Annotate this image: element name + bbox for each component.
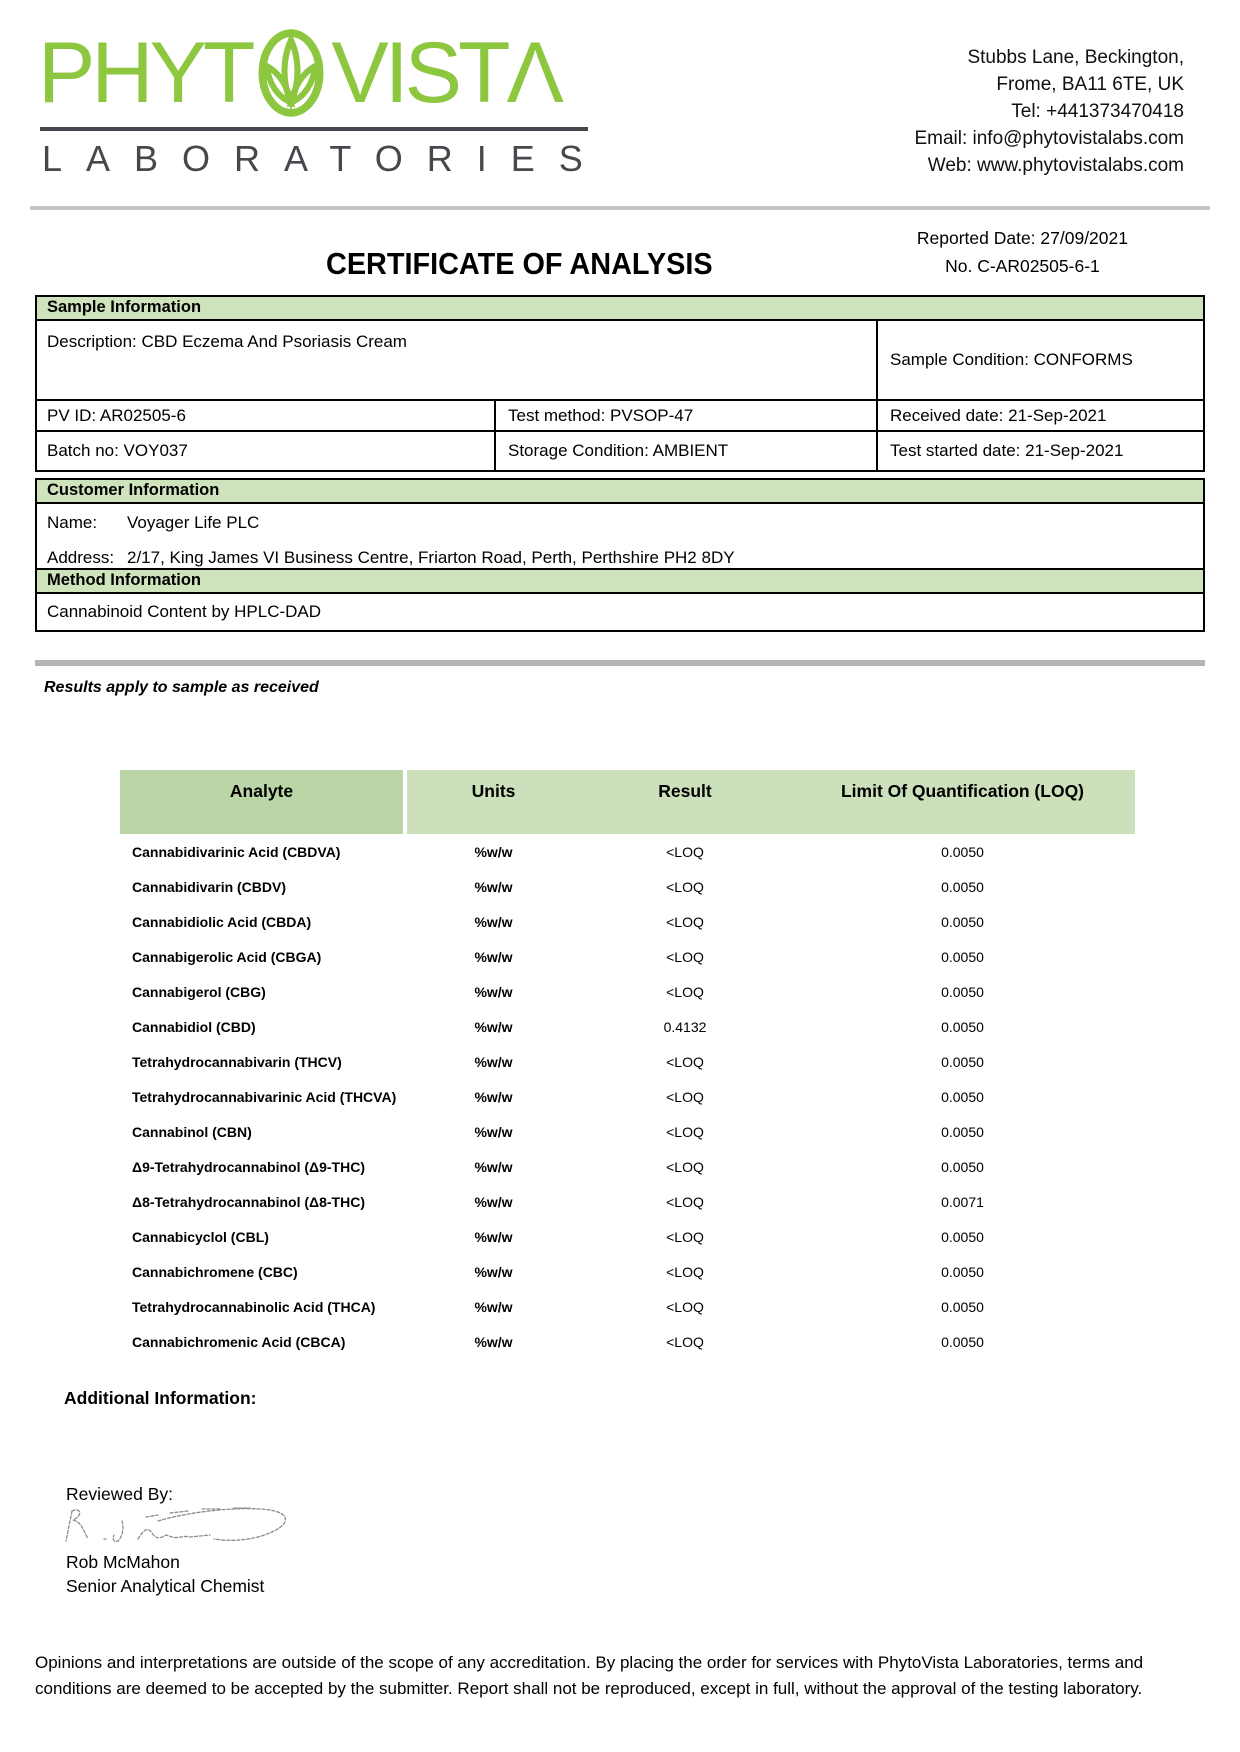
reviewed-by-label: Reviewed By:: [66, 1484, 173, 1504]
cell-result: <LOQ: [666, 1228, 704, 1245]
sample-information-box: [35, 295, 1205, 472]
cell-result: <LOQ: [666, 1298, 704, 1315]
table-row: [120, 1324, 1135, 1359]
results-table-header: [120, 770, 1135, 834]
cell-result: <LOQ: [666, 1193, 704, 1210]
cell-loq: 0.0050: [941, 843, 984, 860]
cell-result: <LOQ: [666, 1123, 704, 1140]
cell-analyte: Tetrahydrocannabivarinic Acid (THCVA): [132, 1088, 397, 1105]
cell-analyte: Cannabigerol (CBG): [132, 983, 266, 1000]
cell-loq: 0.0050: [941, 913, 984, 930]
table-row: [120, 1079, 1135, 1114]
cell-units: %w/w: [474, 1088, 513, 1105]
storage-condition: Storage Condition: AMBIENT: [496, 432, 878, 470]
table-row: [120, 939, 1135, 974]
cell-result: 0.4132: [663, 1018, 707, 1035]
col-header-loq: Limit Of Quantification (LOQ): [790, 770, 1135, 834]
method-information-box: [35, 568, 1205, 632]
cell-loq: 0.0050: [941, 1123, 984, 1140]
cell-analyte: Δ9-Tetrahydrocannabinol (Δ9-THC): [132, 1158, 365, 1175]
customer-information-box: [35, 478, 1205, 578]
cell-analyte: Cannabinol (CBN): [132, 1123, 252, 1140]
cell-loq: 0.0050: [941, 948, 984, 965]
cell-result: <LOQ: [666, 1333, 704, 1350]
table-row: [120, 1114, 1135, 1149]
cell-units: %w/w: [474, 1333, 513, 1350]
col-header-analyte: Analyte: [120, 770, 407, 834]
sample-condition: Sample Condition: CONFORMS: [890, 350, 1133, 369]
logo-text-prefix: PHYT: [38, 25, 252, 121]
cell-loq: 0.0050: [941, 1088, 984, 1105]
report-meta: [917, 224, 1128, 280]
batch-no: Batch no: VOY037: [37, 432, 496, 470]
contact-address-line1: Stubbs Lane, Beckington,: [967, 47, 1184, 68]
header-divider-rule: [30, 206, 1210, 210]
report-number: No. C-AR02505-6-1: [945, 256, 1100, 276]
method-information-header: Method Information: [37, 570, 1203, 594]
method-name: Cannabinoid Content by HPLC-DAD: [47, 602, 322, 621]
results-table: [120, 770, 1135, 1359]
cell-analyte: Cannabidiol (CBD): [132, 1018, 256, 1035]
customer-name: Voyager Life PLC: [127, 513, 260, 532]
cell-units: %w/w: [474, 983, 513, 1000]
cell-loq: 0.0050: [941, 1263, 984, 1280]
additional-information-label: Additional Information:: [64, 1388, 257, 1408]
lab-contact-block: [914, 44, 1184, 179]
cell-analyte: Cannabigerolic Acid (CBGA): [132, 948, 322, 965]
cell-analyte: Cannabichromenic Acid (CBCA): [132, 1333, 346, 1350]
customer-address-row: [47, 548, 1203, 568]
logo-wordmark: [38, 25, 607, 121]
cell-loq: 0.0071: [941, 1193, 984, 1210]
cell-analyte: Tetrahydrocannabivarin (THCV): [132, 1053, 342, 1070]
cell-units: %w/w: [474, 1053, 513, 1070]
pv-id: PV ID: AR02505-6: [37, 401, 496, 430]
table-row: [120, 1149, 1135, 1184]
sample-batch-row: [37, 432, 1203, 470]
cell-result: <LOQ: [666, 843, 704, 860]
table-row: [120, 1184, 1135, 1219]
cell-units: %w/w: [474, 1263, 513, 1280]
table-row: [120, 834, 1135, 869]
contact-web: Web: www.phytovistalabs.com: [927, 155, 1184, 176]
cell-analyte: Cannabicyclol (CBL): [132, 1228, 269, 1245]
cell-result: <LOQ: [666, 1158, 704, 1175]
sample-description-row: [37, 321, 1203, 401]
leaf-icon: [256, 28, 326, 118]
contact-address-line2: Frome, BA11 6TE, UK: [996, 74, 1184, 95]
cell-result: <LOQ: [666, 878, 704, 895]
cell-loq: 0.0050: [941, 1298, 984, 1315]
reported-date: Reported Date: 27/09/2021: [916, 228, 1128, 248]
reviewer-name: Rob McMahon: [66, 1552, 180, 1572]
cell-units: %w/w: [474, 1298, 513, 1315]
cell-result: <LOQ: [666, 1263, 704, 1280]
certificate-title: CERTIFICATE OF ANALYSIS: [326, 246, 713, 281]
cell-loq: 0.0050: [941, 1053, 984, 1070]
results-note: Results apply to sample as received: [44, 679, 319, 696]
customer-details: [37, 504, 1203, 576]
cell-analyte: Cannabidivarinic Acid (CBDVA): [132, 843, 341, 860]
table-row: [120, 904, 1135, 939]
col-header-result: Result: [580, 770, 790, 834]
cell-analyte: Cannabichromene (CBC): [132, 1263, 298, 1280]
cell-units: %w/w: [474, 1018, 513, 1035]
logo-text-last-letter: Λ: [506, 25, 560, 121]
cell-loq: 0.0050: [941, 1158, 984, 1175]
customer-name-row: [47, 513, 1203, 533]
col-header-units: Units: [407, 770, 580, 834]
cell-loq: 0.0050: [941, 983, 984, 1000]
cell-units: %w/w: [474, 1158, 513, 1175]
reviewer-signature: [58, 1499, 308, 1551]
table-row: [120, 869, 1135, 904]
logo-subtitle: LABORATORIES: [42, 138, 607, 179]
cell-units: %w/w: [474, 878, 513, 895]
logo-text-suffix: VIST: [331, 25, 507, 121]
cell-result: <LOQ: [666, 1053, 704, 1070]
cell-analyte: Cannabidivarin (CBDV): [132, 878, 287, 895]
table-row: [120, 974, 1135, 1009]
footer-disclaimer: Opinions and interpretations are outside of the scope of any accreditation. By placing the order for services with PhytoVista Laboratories, terms and conditions are deemed to be accepted by the submitter. Report shall not be reproduced, except in full, without the approval of the testing laboratory.: [35, 1653, 1144, 1698]
cell-loq: 0.0050: [941, 1018, 984, 1035]
logo-divider: [40, 127, 588, 131]
cell-analyte: Δ8-Tetrahydrocannabinol (Δ8-THC): [132, 1193, 365, 1210]
test-method: Test method: PVSOP-47: [496, 401, 878, 430]
cell-loq: 0.0050: [941, 878, 984, 895]
table-row: [120, 1044, 1135, 1079]
cell-units: %w/w: [474, 948, 513, 965]
received-date: Received date: 21-Sep-2021: [890, 405, 1107, 425]
test-started-date: Test started date: 21-Sep-2021: [890, 441, 1124, 460]
reviewer-title: Senior Analytical Chemist: [66, 1576, 265, 1596]
company-logo: [38, 25, 607, 180]
table-row: [120, 1009, 1135, 1044]
cell-loq: 0.0050: [941, 1333, 984, 1350]
section-divider-rule: [35, 660, 1205, 666]
customer-name-label: Name:: [47, 513, 98, 532]
results-rows: [120, 834, 1135, 1359]
cell-result: <LOQ: [666, 948, 704, 965]
sample-information-header: Sample Information: [37, 297, 1203, 321]
table-row: [120, 1289, 1135, 1324]
cell-result: <LOQ: [666, 913, 704, 930]
cell-result: <LOQ: [666, 983, 704, 1000]
customer-address: 2/17, King James VI Business Centre, Friarton Road, Perth, Perthshire PH2 8DY: [127, 548, 735, 567]
cell-loq: 0.0050: [941, 1228, 984, 1245]
customer-address-label: Address:: [47, 548, 115, 567]
cell-analyte: Tetrahydrocannabinolic Acid (THCA): [132, 1298, 376, 1315]
cell-units: %w/w: [474, 1228, 513, 1245]
table-row: [120, 1254, 1135, 1289]
contact-email: Email: info@phytovistalabs.com: [914, 128, 1184, 149]
customer-information-header: Customer Information: [37, 480, 1203, 504]
cell-result: <LOQ: [666, 1088, 704, 1105]
cell-units: %w/w: [474, 1193, 513, 1210]
cell-units: %w/w: [474, 913, 513, 930]
contact-phone: Tel: +441373470418: [1011, 101, 1184, 122]
cell-analyte: Cannabidiolic Acid (CBDA): [132, 913, 312, 930]
sample-description: Description: CBD Eczema And Psoriasis Cream: [37, 321, 878, 399]
cell-units: %w/w: [474, 1123, 513, 1140]
cell-units: %w/w: [474, 843, 513, 860]
sample-id-row: [37, 401, 1203, 432]
table-row: [120, 1219, 1135, 1254]
